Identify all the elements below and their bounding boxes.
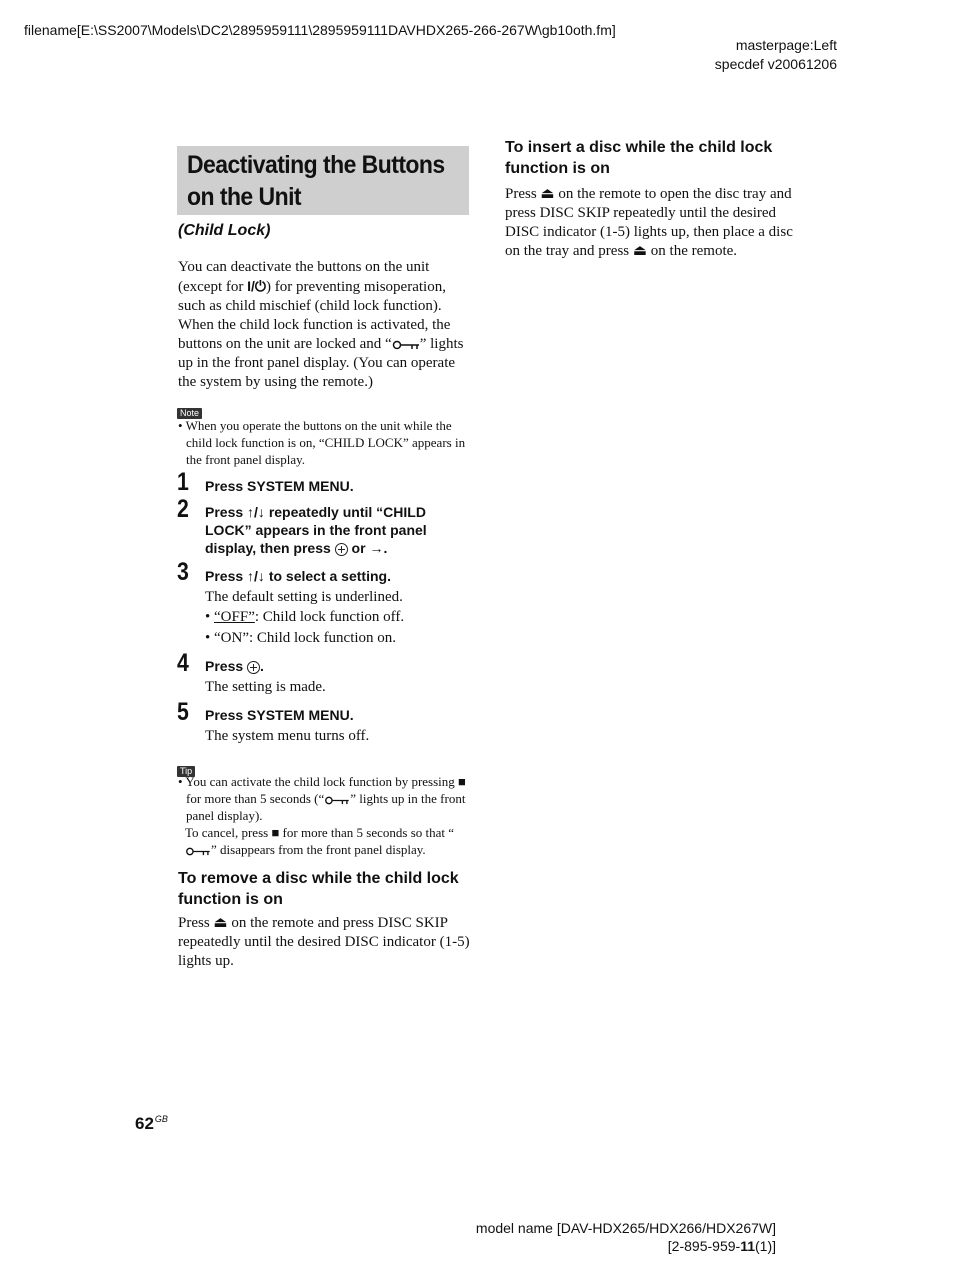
footer-part-number: [2-895-959-11(1)] [667,1238,776,1254]
step-number-5: 5 [177,698,189,726]
key-icon [392,340,420,350]
intro-paragraph [178,258,470,392]
step-3-sub: The default setting is underlined. [205,589,403,605]
header-masterpage: masterpage:Left [735,37,837,53]
key-icon [324,796,350,805]
insert-disc-heading: To insert a disc while the child lock function is on [505,139,773,177]
step-4-sub: The setting is made. [205,679,326,695]
key-icon [185,847,211,856]
enter-button-icon [247,661,260,674]
step-number-2: 2 [177,495,189,523]
step-2-text: Press ↑/↓ repeatedly until “CHILD LOCK” appears in the front panel display, then press or →. [205,504,427,556]
section-title [177,146,469,215]
power-icon: I/⏻ [247,278,266,294]
tip-text: • You can activate the child lock function by pressing ■ for more than 5 seconds (“ ” lights up in the front panel display). To cancel, press ■ for more than 5 seconds so that “” disappears from the front panel display. [178,774,466,857]
section-title-line1: Deactivating the Buttons [187,151,445,179]
note-text: • When you operate the buttons on the unit while the child lock function is on, “CHILD LOCK” appears in the front panel display. [178,418,466,467]
header-filename: filename[E:\SS2007\Models\DC2\2895959111\2895959111DAVHDX265-266-267W\gb10oth.fm] [24,22,616,38]
section-subtitle: (Child Lock) [178,222,271,239]
intro-text-b: ) for preventing misoperation, such as child mischief (child lock function). When the child lock function is activated, the buttons on the unit are locked and “ [178,279,451,352]
remove-disc-text: Press ⏏ on the remote and press DISC SKIP repeatedly until the desired DISC indicator (1-5) lights up. [178,915,470,969]
header-specdef: specdef v20061206 [714,56,837,72]
tip-label: Tip [177,761,195,779]
step-5-sub: The system menu turns off. [205,728,370,744]
footer-model-name: model name [DAV-HDX265/HDX266/HDX267W] [475,1220,776,1236]
intro-text-c: ” lights up in the front panel display. (You can operate the system by using the remote.) [178,336,464,390]
page-number: $62^{GB}$ [135,1114,168,1133]
enter-button-icon [335,543,348,556]
step-3-option-off: • “OFF”: Child lock function off. [205,609,405,625]
section-title-line2: on the Unit [187,183,302,211]
note-label: Note [177,403,202,421]
step-1-text: Press SYSTEM MENU. [205,478,354,494]
step-4-text: Press . [205,658,264,674]
intro-text-a: You can deactivate the buttons on the unit (except for [178,259,430,295]
step-number-3: 3 [177,558,189,586]
remove-disc-heading: To remove a disc while the child lock function is on [178,870,459,908]
insert-disc-text: Press ⏏ on the remote to open the disc tray and press DISC SKIP repeatedly until the desired DISC indicator (1-5) lights up, then place a disc on the tray and press ⏏ on the remote. [505,186,793,259]
step-number-4: 4 [177,649,189,677]
step-5-text: Press SYSTEM MENU. [205,707,354,723]
step-3-text: Press ↑/↓ to select a setting. [205,568,391,584]
step-3-option-on: • “ON”: Child lock function on. [205,630,397,646]
step-number-1: 1 [177,468,189,496]
